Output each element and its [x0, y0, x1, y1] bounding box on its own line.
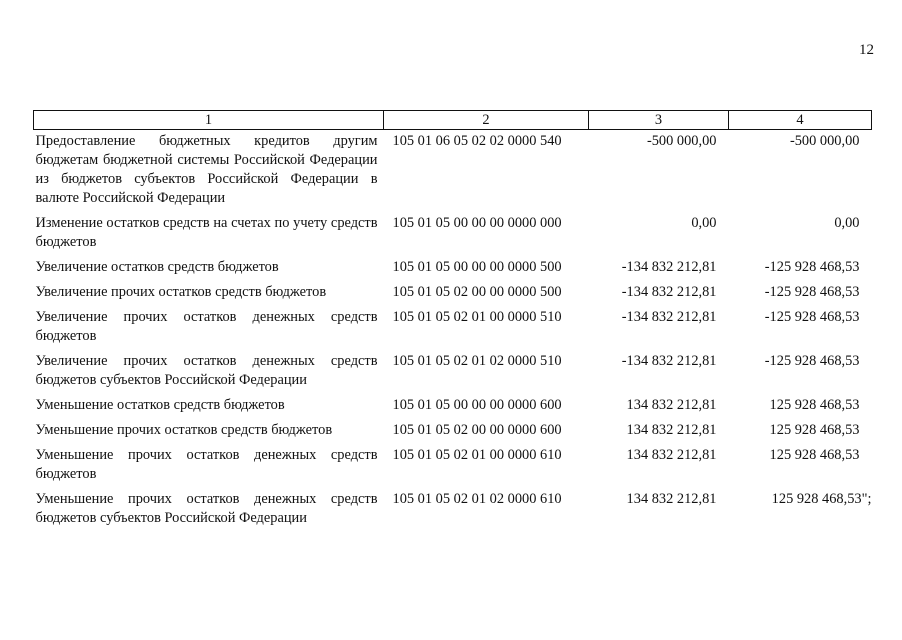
row-name: Увеличение прочих остатков денежных средств бюджетов субъектов Российской Федерации: [35, 353, 378, 388]
row-name: Уменьшение прочих остатков средств бюджетов: [35, 422, 333, 438]
row-year2-amount: -125 928 468,53: [764, 284, 860, 300]
row-name: Уменьшение прочих остатков денежных средств бюджетов: [35, 447, 378, 482]
row-code: 105 01 05 02 00 00 0000 500: [392, 284, 562, 300]
row-code: 105 01 05 00 00 00 0000 000: [392, 215, 562, 231]
row-year1-amount: 134 832 212,81: [626, 397, 717, 413]
table-row: [34, 214, 872, 258]
row-year1-amount: 0,00: [691, 215, 717, 231]
row-year1-amount: -134 832 212,81: [621, 284, 717, 300]
table-row: [34, 352, 872, 396]
row-year2-amount: 125 928 468,53: [769, 447, 860, 463]
table-row: [34, 396, 872, 421]
row-code: 105 01 05 02 01 00 0000 510: [392, 309, 562, 325]
row-code: 105 01 05 02 01 02 0000 510: [392, 353, 562, 369]
row-year2-amount: -125 928 468,53: [764, 259, 860, 275]
row-year1-amount: -500 000,00: [646, 133, 717, 149]
table-row: [34, 130, 872, 215]
table-row: [34, 283, 872, 308]
row-year2-amount: 0,00: [834, 215, 860, 231]
row-year1-amount: 134 832 212,81: [626, 447, 717, 463]
table-row: [34, 446, 872, 490]
column-header-3: 3: [589, 111, 729, 130]
row-year2-amount: 125 928 468,53: [769, 422, 860, 438]
row-year1-amount: -134 832 212,81: [621, 353, 717, 369]
row-name: Увеличение прочих остатков средств бюджетов: [35, 284, 327, 300]
column-header-1: 1: [34, 111, 384, 130]
row-code: 105 01 05 02 01 00 0000 610: [392, 447, 562, 463]
row-code: 105 01 05 00 00 00 0000 600: [392, 397, 562, 413]
row-year2-amount: -125 928 468,53: [764, 309, 860, 325]
row-name: Увеличение прочих остатков денежных средств бюджетов: [35, 309, 378, 344]
row-name: Уменьшение прочих остатков денежных средств бюджетов субъектов Российской Федерации: [35, 491, 378, 526]
row-name: Увеличение остатков средств бюджетов: [35, 259, 279, 275]
row-name: Предоставление бюджетных кредитов другим бюджетам бюджетной системы Российской Федерации из бюджетов субъектов Российской Федерации в валюте Российской Федерации: [35, 133, 378, 206]
table-row: [34, 308, 872, 352]
row-code: 105 01 05 02 00 00 0000 600: [392, 422, 562, 438]
row-year1-amount: -134 832 212,81: [621, 259, 717, 275]
table-header-row: [34, 111, 872, 130]
row-year1-amount: -134 832 212,81: [621, 309, 717, 325]
row-year1-amount: 134 832 212,81: [626, 491, 717, 507]
table-row: [34, 258, 872, 283]
row-year2-amount: -125 928 468,53: [764, 353, 860, 369]
row-code: 105 01 05 00 00 00 0000 500: [392, 259, 562, 275]
row-name: Уменьшение остатков средств бюджетов: [35, 397, 285, 413]
table-row: [34, 421, 872, 446]
page-number: 12: [859, 42, 874, 58]
row-year2-amount: -500 000,00: [789, 133, 860, 149]
column-header-4: 4: [729, 111, 872, 130]
table-row: [34, 490, 872, 534]
column-header-2: 2: [384, 111, 589, 130]
row-year1-amount: 134 832 212,81: [626, 422, 717, 438]
row-code: 105 01 06 05 02 02 0000 540: [392, 133, 562, 149]
row-year2-amount: 125 928 468,53";: [771, 491, 872, 507]
row-year2-amount: 125 928 468,53: [769, 397, 860, 413]
budget-sources-table: [33, 110, 872, 534]
row-name: Изменение остатков средств на счетах по учету средств бюджетов: [35, 215, 378, 250]
row-code: 105 01 05 02 01 02 0000 610: [392, 491, 562, 507]
